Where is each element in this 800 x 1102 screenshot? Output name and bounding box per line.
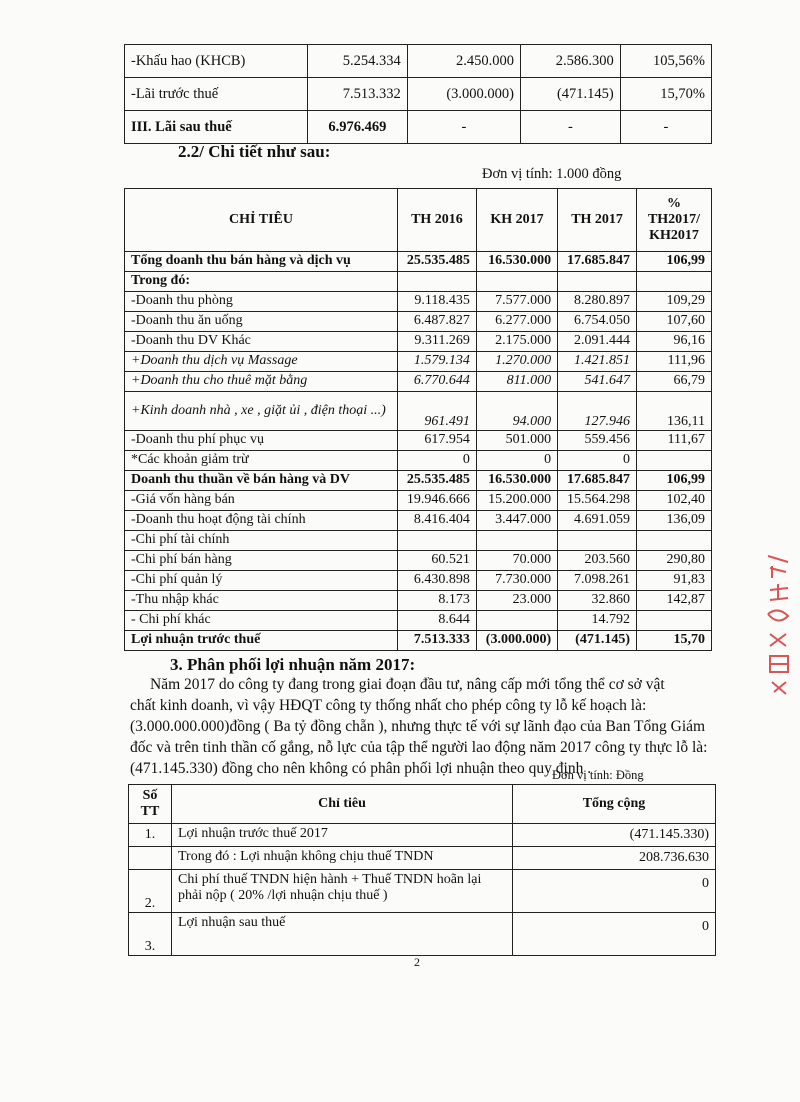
unit-label-2: Đơn vị tính: Đồng	[552, 768, 644, 782]
summary-cell: 105,56%	[620, 45, 711, 78]
bottom-label: Lợi nhuận sau thuế	[172, 913, 513, 956]
detail-value: 16.530.000	[476, 471, 557, 491]
detail-value: 541.647	[558, 372, 637, 392]
summary-row	[125, 45, 712, 78]
summary-label: III. Lãi sau thuế	[125, 111, 308, 144]
summary-cell: (3.000.000)	[407, 78, 520, 111]
detail-value: 6.754.050	[558, 312, 637, 332]
bottom-no: 3.	[129, 913, 172, 956]
detail-value: 14.792	[558, 611, 637, 631]
detail-percent: 102,40	[637, 491, 712, 511]
detail-value: 6.487.827	[398, 312, 477, 332]
summary-cell: -	[407, 111, 520, 144]
detail-percent	[637, 451, 712, 471]
detail-label: -Giá vốn hàng bán	[125, 491, 398, 511]
detail-value: 17.685.847	[558, 252, 637, 272]
detail-value: 16.530.000	[476, 252, 557, 272]
detail-percent: 142,87	[637, 591, 712, 611]
bottom-total: (471.145.330)	[513, 824, 716, 847]
detail-value: 19.946.666	[398, 491, 477, 511]
detail-header-kh2017: KH 2017	[476, 189, 557, 252]
paragraph-line: (3.000.000.000)đồng ( Ba tỷ đồng chẵn ), nhưng thực tế với sự lãnh đạo của Ban Tổng Giám	[130, 718, 706, 735]
detail-value: 0	[398, 451, 477, 471]
detail-row	[125, 252, 712, 272]
detail-label: Lợi nhuận trước thuế	[125, 631, 398, 651]
summary-table	[124, 44, 712, 144]
detail-row	[125, 631, 712, 651]
detail-percent: 290,80	[637, 551, 712, 571]
section-2-2-heading: 2.2/ Chi tiết như sau:	[178, 142, 331, 161]
summary-label: -Lãi trước thuế	[125, 78, 308, 111]
detail-value: 15.564.298	[558, 491, 637, 511]
detail-percent: 109,29	[637, 292, 712, 312]
summary-cell: -	[521, 111, 621, 144]
detail-label: - Chi phí khác	[125, 611, 398, 631]
detail-value: 2.091.444	[558, 332, 637, 352]
detail-value: 4.691.059	[558, 511, 637, 531]
detail-percent: 15,70	[637, 631, 712, 651]
unit-label-1: Đơn vị tính: 1.000 đồng	[482, 166, 622, 182]
detail-value: 127.946	[558, 392, 637, 431]
paragraph-line: Năm 2017 do công ty đang trong giai đoạn đầu tư, nâng cấp mới tổng thể cơ sở vật	[150, 676, 665, 693]
detail-row	[125, 312, 712, 332]
detail-value: 7.577.000	[476, 292, 557, 312]
detail-row	[125, 431, 712, 451]
detail-value: 559.456	[558, 431, 637, 451]
detail-row	[125, 392, 712, 431]
detail-percent	[637, 611, 712, 631]
detail-percent: 66,79	[637, 372, 712, 392]
detail-value: 6.770.644	[398, 372, 477, 392]
bottom-row	[129, 913, 716, 956]
detail-header-th2017: TH 2017	[558, 189, 637, 252]
detail-value	[398, 272, 477, 292]
paragraph-line: chất kinh doanh, vì vậy HĐQT công ty thống nhất cho phép công ty lỗ kế hoạch là:	[130, 697, 647, 714]
bottom-header-indicator: Chỉ tiêu	[172, 785, 513, 824]
detail-value: 3.447.000	[476, 511, 557, 531]
detail-table-body	[125, 252, 712, 651]
detail-value: 8.416.404	[398, 511, 477, 531]
detail-value: 60.521	[398, 551, 477, 571]
detail-row	[125, 531, 712, 551]
detail-label: -Chi phí bán hàng	[125, 551, 398, 571]
summary-cell: 5.254.334	[308, 45, 408, 78]
section-3-heading: 3. Phân phối lợi nhuận năm 2017:	[170, 655, 416, 674]
detail-percent: 111,67	[637, 431, 712, 451]
detail-value: 6.430.898	[398, 571, 477, 591]
detail-row	[125, 591, 712, 611]
detail-label: -Thu nhập khác	[125, 591, 398, 611]
paragraph-line: đốc và trên tinh thần cố gắng, nỗ lực của tập thể người lao động năm 2017 công ty thực lỗ là:	[130, 739, 708, 756]
detail-value: (471.145)	[558, 631, 637, 651]
summary-cell: 7.513.332	[308, 78, 408, 111]
detail-row	[125, 551, 712, 571]
detail-label: -Doanh thu ăn uống	[125, 312, 398, 332]
bottom-total: 0	[513, 913, 716, 956]
detail-table	[124, 188, 712, 651]
detail-value: 1.421.851	[558, 352, 637, 372]
stamp-mark	[758, 548, 798, 698]
detail-value: 25.535.485	[398, 252, 477, 272]
detail-value: 8.173	[398, 591, 477, 611]
detail-label: -Doanh thu hoạt động tài chính	[125, 511, 398, 531]
detail-value	[398, 531, 477, 551]
bottom-label: Lợi nhuận trước thuế 2017	[172, 824, 513, 847]
detail-value: 32.860	[558, 591, 637, 611]
bottom-row	[129, 847, 716, 870]
detail-value: 7.098.261	[558, 571, 637, 591]
detail-value: 8.280.897	[558, 292, 637, 312]
detail-value: 25.535.485	[398, 471, 477, 491]
detail-header-indicator: CHỈ TIÊU	[125, 189, 398, 252]
detail-value: 961.491	[398, 392, 477, 431]
detail-value: 17.685.847	[558, 471, 637, 491]
detail-value: 94.000	[476, 392, 557, 431]
detail-value: 7.513.333	[398, 631, 477, 651]
bottom-no: 2.	[129, 870, 172, 913]
bottom-total: 0	[513, 870, 716, 913]
detail-label: -Doanh thu DV Khác	[125, 332, 398, 352]
detail-value: 6.277.000	[476, 312, 557, 332]
bottom-header-row	[129, 785, 716, 824]
detail-value: 2.175.000	[476, 332, 557, 352]
detail-label: -Chi phí tài chính	[125, 531, 398, 551]
summary-cell: 2.450.000	[407, 45, 520, 78]
detail-value	[558, 272, 637, 292]
detail-label: Doanh thu thuần về bán hàng và DV	[125, 471, 398, 491]
detail-header-row	[125, 189, 712, 252]
detail-percent	[637, 272, 712, 292]
summary-table-body	[125, 45, 712, 144]
bottom-label: Trong đó : Lợi nhuận không chịu thuế TNDN	[172, 847, 513, 870]
summary-cell: 6.976.469	[308, 111, 408, 144]
detail-label: -Doanh thu phòng	[125, 292, 398, 312]
detail-value: 8.644	[398, 611, 477, 631]
detail-row	[125, 611, 712, 631]
detail-percent: 96,16	[637, 332, 712, 352]
detail-value: 15.200.000	[476, 491, 557, 511]
detail-percent: 107,60	[637, 312, 712, 332]
detail-value	[558, 531, 637, 551]
detail-label: -Doanh thu phí phục vụ	[125, 431, 398, 451]
summary-row	[125, 111, 712, 144]
detail-row	[125, 571, 712, 591]
detail-row	[125, 352, 712, 372]
bottom-header-total: Tổng cộng	[513, 785, 716, 824]
detail-row	[125, 292, 712, 312]
detail-percent: 91,83	[637, 571, 712, 591]
detail-value: 203.560	[558, 551, 637, 571]
detail-label: Tổng doanh thu bán hàng và dịch vụ	[125, 252, 398, 272]
detail-value	[476, 531, 557, 551]
detail-value: 9.311.269	[398, 332, 477, 352]
detail-header-th2016: TH 2016	[398, 189, 477, 252]
bottom-row	[129, 870, 716, 913]
profit-distribution-table	[128, 784, 716, 956]
detail-value	[476, 611, 557, 631]
detail-percent: 106,99	[637, 252, 712, 272]
detail-value: 1.270.000	[476, 352, 557, 372]
detail-row	[125, 491, 712, 511]
detail-percent: 136,11	[637, 392, 712, 431]
detail-value: (3.000.000)	[476, 631, 557, 651]
detail-row	[125, 451, 712, 471]
bottom-header-no: Số TT	[129, 785, 172, 824]
detail-value: 0	[558, 451, 637, 471]
detail-row	[125, 372, 712, 392]
summary-cell: (471.145)	[521, 78, 621, 111]
bottom-row	[129, 824, 716, 847]
detail-percent	[637, 531, 712, 551]
detail-value: 811.000	[476, 372, 557, 392]
detail-row	[125, 471, 712, 491]
detail-percent: 136,09	[637, 511, 712, 531]
summary-cell: 2.586.300	[521, 45, 621, 78]
summary-cell: -	[620, 111, 711, 144]
detail-row	[125, 272, 712, 292]
detail-label: +Doanh thu cho thuê mặt bằng	[125, 372, 398, 392]
detail-value: 617.954	[398, 431, 477, 451]
summary-label: -Khấu hao (KHCB)	[125, 45, 308, 78]
bottom-label: Chi phí thuế TNDN hiện hành + Thuế TNDN hoãn lại phải nộp ( 20% /lợi nhuận chịu thuế )	[172, 870, 513, 913]
detail-value: 9.118.435	[398, 292, 477, 312]
summary-row	[125, 78, 712, 111]
detail-label: +Kinh doanh nhà , xe , giặt ủi , điện thoại ...)	[125, 392, 398, 431]
bottom-no	[129, 847, 172, 870]
detail-row	[125, 511, 712, 531]
detail-row	[125, 332, 712, 352]
detail-value: 1.579.134	[398, 352, 477, 372]
detail-value: 0	[476, 451, 557, 471]
detail-value: 23.000	[476, 591, 557, 611]
detail-label: +Doanh thu dịch vụ Massage	[125, 352, 398, 372]
detail-value: 501.000	[476, 431, 557, 451]
detail-value: 7.730.000	[476, 571, 557, 591]
bottom-table-body	[129, 824, 716, 956]
bottom-total: 208.736.630	[513, 847, 716, 870]
detail-label: *Các khoản giảm trừ	[125, 451, 398, 471]
detail-percent: 106,99	[637, 471, 712, 491]
detail-value	[476, 272, 557, 292]
summary-cell: 15,70%	[620, 78, 711, 111]
detail-percent: 111,96	[637, 352, 712, 372]
bottom-no: 1.	[129, 824, 172, 847]
detail-label: -Chi phí quản lý	[125, 571, 398, 591]
detail-label: Trong đó:	[125, 272, 398, 292]
paragraph-line: (471.145.330) đồng cho nên không có phân phối lợi nhuận theo quy định .	[130, 760, 592, 777]
detail-value: 70.000	[476, 551, 557, 571]
detail-header-percent: % TH2017/ KH2017	[637, 189, 712, 252]
page-number: 2	[414, 955, 420, 969]
